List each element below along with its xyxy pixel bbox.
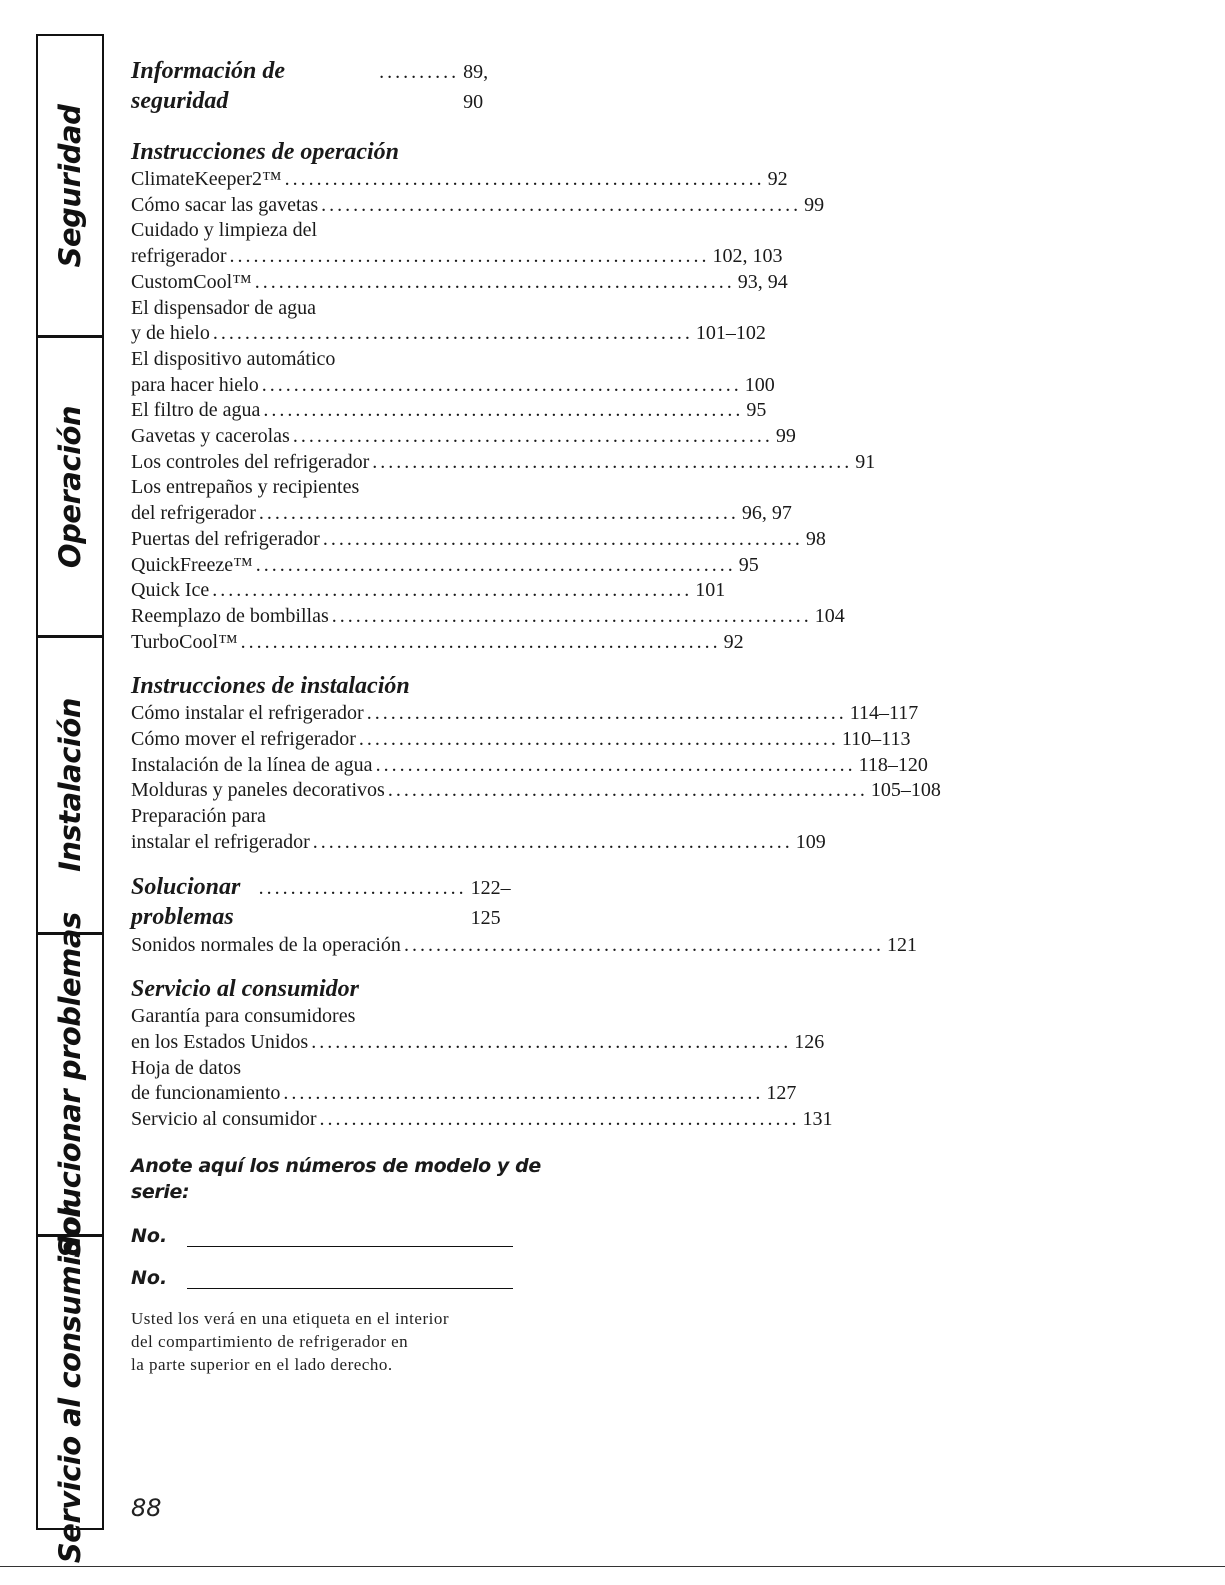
entry-title: QuickFreeze™ <box>131 553 253 576</box>
safety-pages: 89, 90 <box>463 61 489 113</box>
model-number-line <box>131 1221 541 1247</box>
installation-rows <box>131 701 941 855</box>
entry-title: Puertas del refrigerador <box>131 527 320 550</box>
leader-dots: ............................................................ <box>366 702 847 725</box>
leader-dots: ............................................................ <box>283 1082 764 1105</box>
leader-dots: ............................................................ <box>263 399 744 422</box>
tab-label: Instalación <box>53 698 87 872</box>
index-entry <box>131 933 917 959</box>
model-serial-title: Anote aquí los números de modelo y de serie: <box>131 1154 541 1203</box>
serial-number-line <box>131 1263 541 1289</box>
entry-title: del refrigerador <box>131 502 256 525</box>
index-entry <box>131 1107 833 1133</box>
entry-title: Molduras y paneles decorativos <box>131 779 385 802</box>
leader-dots: ............................................................ <box>387 779 868 802</box>
entry-title: Cómo mover el refrigerador <box>131 728 356 751</box>
leader-dots: ............................................................ <box>292 425 773 448</box>
tab-label: Seguridad <box>53 104 87 267</box>
index-entry-line: Cuidado y limpieza del <box>131 219 318 242</box>
entry-title: Instalación de la línea de agua <box>131 753 373 776</box>
tab-seguridad <box>38 36 102 335</box>
page-number: 88 <box>131 1494 162 1522</box>
index-entry <box>131 270 788 296</box>
tab-label: Operación <box>53 405 87 568</box>
entry-pages: 101 <box>695 579 726 602</box>
index-entry <box>131 1030 825 1056</box>
leader-dots: ............................................................ <box>261 373 742 396</box>
index-entry <box>131 193 825 219</box>
leader-dots: ............................................................ <box>322 527 803 550</box>
tab-label: Servicio al consumidor <box>53 1202 87 1563</box>
entry-title: Servicio al consumidor <box>131 1108 317 1131</box>
leader-dots: .......... <box>379 61 460 83</box>
model-number-label: No. <box>131 1224 168 1247</box>
index-entry-line: Garantía para consumidores <box>131 1005 356 1028</box>
entry-pages: 99 <box>775 425 796 448</box>
entry-pages: 118–120 <box>858 753 928 776</box>
troubleshooting-heading-row <box>131 872 511 933</box>
entry-pages: 99 <box>804 193 825 216</box>
safety-section <box>131 56 541 117</box>
entry-title: en los Estados Unidos <box>131 1030 309 1053</box>
consumer-section <box>131 974 833 1133</box>
leader-dots: ............................................................ <box>284 168 765 190</box>
leader-dots: ............................................................ <box>321 193 802 216</box>
index-entry <box>131 321 766 347</box>
tab-operacion <box>38 335 102 635</box>
entry-pages: 102, 103 <box>712 245 783 268</box>
entry-pages: 121 <box>886 933 917 956</box>
index-entry-line: El dispensador de agua <box>131 296 316 319</box>
entry-title: Quick Ice <box>131 579 210 602</box>
installation-heading: Instrucciones de instalación <box>131 673 410 700</box>
index-entry <box>131 778 941 804</box>
entry-pages: 110–113 <box>841 728 911 751</box>
tab-instalacion <box>38 635 102 932</box>
index-entry <box>131 578 726 604</box>
leader-dots: ............................................................ <box>372 450 853 473</box>
index-entry <box>131 244 783 270</box>
troubleshooting-section <box>131 872 917 959</box>
entry-title: TurboCool™ <box>131 630 238 653</box>
leader-dots: ............................................................ <box>258 502 739 525</box>
entry-title: Cómo instalar el refrigerador <box>131 702 364 725</box>
note-line: del compartimiento de refrigerador en <box>131 1331 409 1351</box>
entry-pages: 92 <box>723 630 744 653</box>
leader-dots: ............................................................ <box>375 753 856 776</box>
tab-solucionar-problemas <box>38 911 102 1258</box>
entry-pages: 98 <box>805 527 826 550</box>
index-entry <box>131 501 792 527</box>
entry-pages: 109 <box>795 830 826 853</box>
entry-pages: 100 <box>744 373 775 396</box>
entry-title: refrigerador <box>131 245 227 268</box>
operation-section <box>131 137 876 655</box>
index-entry <box>131 553 759 579</box>
tab-servicio-al-consumidor <box>38 1202 102 1563</box>
index-entry <box>131 830 826 856</box>
safety-heading-row <box>131 56 511 117</box>
index-entry-line: El dispositivo automático <box>131 347 336 370</box>
leader-dots: ............................................................ <box>212 322 693 345</box>
troubleshooting-rows <box>131 933 917 959</box>
entry-title: Reemplazo de bombillas <box>131 604 329 627</box>
leader-dots: ............................................................ <box>403 933 884 956</box>
consumer-heading: Servicio al consumidor <box>131 976 360 1003</box>
entry-title: instalar el refrigerador <box>131 830 310 853</box>
leader-dots: ............................................................ <box>312 830 793 853</box>
entry-pages: 105–108 <box>870 779 941 802</box>
operation-heading: Instrucciones de operación <box>131 139 400 165</box>
entry-pages: 92 <box>767 168 788 190</box>
bottom-rule <box>0 1566 1225 1567</box>
tab-label: Solucionar problemas <box>53 911 87 1258</box>
index-entry <box>131 630 744 656</box>
troubleshooting-pages: 122–125 <box>470 876 511 929</box>
entry-title: para hacer hielo <box>131 373 259 396</box>
entry-title: y de hielo <box>131 322 210 345</box>
entry-pages: 95 <box>746 399 767 422</box>
entry-title: Sonidos normales de la operación <box>131 933 401 956</box>
index-entry <box>131 527 826 553</box>
note-line: la parte superior en el lado derecho. <box>131 1354 393 1374</box>
entry-pages: 131 <box>802 1108 833 1131</box>
index-entry <box>131 373 775 399</box>
leader-dots: ............................................................ <box>229 245 710 268</box>
index-entry-line: Hoja de datos <box>131 1056 241 1079</box>
index-entry <box>131 604 845 630</box>
index-entry <box>131 727 911 753</box>
entry-pages: 96, 97 <box>741 502 792 525</box>
entry-pages: 101–102 <box>695 322 766 345</box>
leader-dots: .......................... <box>258 876 467 899</box>
serial-number-blank[interactable] <box>187 1268 513 1289</box>
consumer-rows <box>131 1004 833 1133</box>
section-tab-strip <box>36 34 104 1563</box>
leader-dots: ............................................................ <box>331 604 812 627</box>
installation-section <box>131 671 941 855</box>
entry-pages: 91 <box>855 450 876 473</box>
entry-title: Los controles del refrigerador <box>131 450 370 473</box>
entry-pages: 93, 94 <box>737 270 788 293</box>
entry-title: El filtro de agua <box>131 399 261 422</box>
entry-title: ClimateKeeper2™ <box>131 168 282 190</box>
label-location-note <box>131 1307 541 1376</box>
index-entry <box>131 1081 797 1107</box>
index-entry <box>131 701 919 727</box>
leader-dots: ............................................................ <box>240 630 721 653</box>
entry-pages: 95 <box>738 553 759 576</box>
index-entry <box>131 753 928 779</box>
operation-rows <box>131 167 876 655</box>
note-line: Usted los verá en una etiqueta en el interior <box>131 1308 449 1328</box>
leader-dots: ............................................................ <box>255 553 736 576</box>
leader-dots: ............................................................ <box>254 270 735 293</box>
index-entry <box>131 424 796 450</box>
entry-pages: 127 <box>766 1082 797 1105</box>
leader-dots: ............................................................ <box>311 1030 792 1053</box>
index-content <box>131 56 941 1376</box>
index-entry <box>131 167 788 193</box>
index-entry-line: Los entrepaños y recipientes <box>131 476 360 499</box>
serial-number-label: No. <box>131 1266 168 1289</box>
index-entry <box>131 398 767 424</box>
index-entry-line: Preparación para <box>131 805 266 828</box>
entry-title: de funcionamiento <box>131 1082 281 1105</box>
safety-heading: Información de seguridad <box>131 58 286 114</box>
leader-dots: ............................................................ <box>358 728 839 751</box>
leader-dots: ............................................................ <box>212 579 693 602</box>
model-number-blank[interactable] <box>187 1226 513 1247</box>
entry-title: CustomCool™ <box>131 270 252 293</box>
entry-pages: 104 <box>814 604 845 627</box>
entry-title: Cómo sacar las gavetas <box>131 193 319 216</box>
entry-pages: 126 <box>794 1030 825 1053</box>
entry-pages: 114–117 <box>849 702 919 725</box>
entry-title: Gavetas y cacerolas <box>131 425 290 448</box>
troubleshooting-heading: Solucionar problemas <box>131 873 241 930</box>
index-entry <box>131 450 876 476</box>
leader-dots: ............................................................ <box>319 1108 800 1131</box>
model-serial-block <box>131 1153 541 1289</box>
